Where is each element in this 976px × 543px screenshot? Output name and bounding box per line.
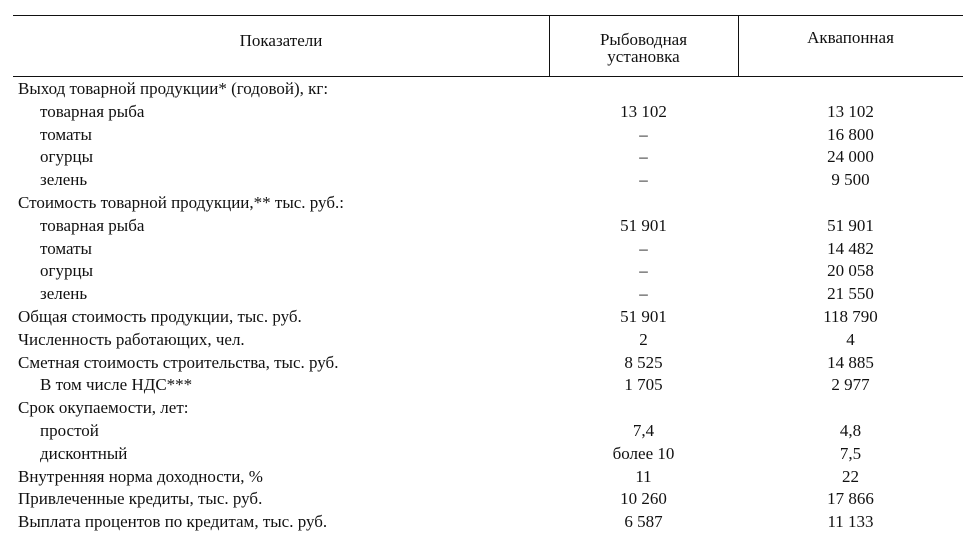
fish-unit-value: – xyxy=(639,124,648,144)
table-body xyxy=(0,78,976,534)
table-row xyxy=(0,443,976,466)
row-label: простой xyxy=(40,420,99,440)
row-label: В том числе НДС*** xyxy=(40,375,193,395)
fish-unit-value: – xyxy=(639,261,648,281)
column-header-fish-unit xyxy=(549,31,738,65)
column-header-fish-unit-line2: установка xyxy=(607,47,680,66)
row-label: огурцы xyxy=(40,147,93,167)
aquaponic-value: 51 901 xyxy=(827,215,874,235)
table-row xyxy=(0,488,976,511)
row-label: Выплата процентов по кредитам, тыс. руб. xyxy=(18,512,328,532)
row-label: товарная рыба xyxy=(40,101,145,121)
fish-unit-value: более 10 xyxy=(612,443,675,463)
table-row xyxy=(0,215,976,238)
table-row xyxy=(0,329,976,352)
row-label: Внутренняя норма доходности, % xyxy=(18,466,263,486)
aquaponic-value: 14 482 xyxy=(827,238,874,258)
row-label: Сметная стоимость строительства, тыс. руб. xyxy=(18,352,339,372)
column-header-aquaponic: Аквапонная xyxy=(807,28,894,47)
fish-unit-value: 1 705 xyxy=(624,375,663,395)
row-label: товарная рыба xyxy=(40,215,145,235)
row-label: Стоимость товарной продукции,** тыс. руб.: xyxy=(18,192,344,212)
table-row xyxy=(0,124,976,147)
table-row xyxy=(0,352,976,375)
aquaponic-value: 9 500 xyxy=(831,170,870,190)
aquaponic-value: 4 xyxy=(846,329,855,349)
fish-unit-value: – xyxy=(639,238,648,258)
row-label: Привлеченные кредиты, тыс. руб. xyxy=(18,489,263,509)
table-row xyxy=(0,260,976,283)
fish-unit-value: 2 xyxy=(639,329,648,349)
aquaponic-value: 17 866 xyxy=(827,489,874,509)
column-header-fish-unit-line1: Рыбоводная xyxy=(599,30,688,49)
fish-unit-value: 51 901 xyxy=(620,215,667,235)
table-row xyxy=(0,192,976,215)
aquaponic-value: 118 790 xyxy=(823,306,878,326)
aquaponic-value: 21 550 xyxy=(827,284,874,304)
aquaponic-value: 24 000 xyxy=(827,147,874,167)
fish-unit-value: 10 260 xyxy=(620,489,667,509)
aquaponic-value: 16 800 xyxy=(827,124,874,144)
fish-unit-value: 11 xyxy=(635,466,652,486)
aquaponic-value: 7,5 xyxy=(839,443,862,463)
row-label: огурцы xyxy=(40,261,93,281)
row-label: зелень xyxy=(40,284,88,304)
row-label: Численность работающих, чел. xyxy=(18,329,245,349)
fish-unit-value: – xyxy=(639,147,648,167)
row-label: томаты xyxy=(40,124,92,144)
aquaponic-value: 2 977 xyxy=(831,375,870,395)
row-label: Общая стоимость продукции, тыс. руб. xyxy=(18,306,302,326)
fish-unit-value: 8 525 xyxy=(624,352,663,372)
aquaponic-value: 22 xyxy=(842,466,859,486)
row-label: зелень xyxy=(40,170,88,190)
table-row xyxy=(0,146,976,169)
table-row xyxy=(0,374,976,397)
fish-unit-value: 7,4 xyxy=(632,420,655,440)
row-label: дисконтный xyxy=(40,443,128,463)
table-row xyxy=(0,169,976,192)
table-row xyxy=(0,101,976,124)
column-header-indicators: Показатели xyxy=(239,31,323,50)
aquaponic-value: 14 885 xyxy=(827,352,874,372)
row-label: Выход товарной продукции* (годовой), кг: xyxy=(18,79,329,98)
fish-unit-value: 13 102 xyxy=(620,101,667,121)
table-row xyxy=(0,420,976,443)
aquaponic-value: 4,8 xyxy=(839,420,862,440)
table-row xyxy=(0,466,976,489)
fish-unit-value: 51 901 xyxy=(620,306,667,326)
table-row xyxy=(0,238,976,261)
table-row xyxy=(0,511,976,534)
table-row xyxy=(0,397,976,420)
row-label: томаты xyxy=(40,238,92,258)
table-row xyxy=(0,283,976,306)
table-row xyxy=(0,306,976,329)
fish-unit-value: – xyxy=(639,284,648,304)
table-row xyxy=(0,78,976,101)
fish-unit-value: – xyxy=(639,170,648,190)
aquaponic-value: 11 133 xyxy=(827,512,874,532)
table-top-rule xyxy=(13,15,963,16)
fish-unit-value: 6 587 xyxy=(624,512,663,532)
aquaponic-value: 13 102 xyxy=(827,101,874,121)
header-bottom-rule xyxy=(13,76,963,77)
row-label: Срок окупаемости, лет: xyxy=(18,398,189,418)
aquaponic-value: 20 058 xyxy=(827,261,874,281)
